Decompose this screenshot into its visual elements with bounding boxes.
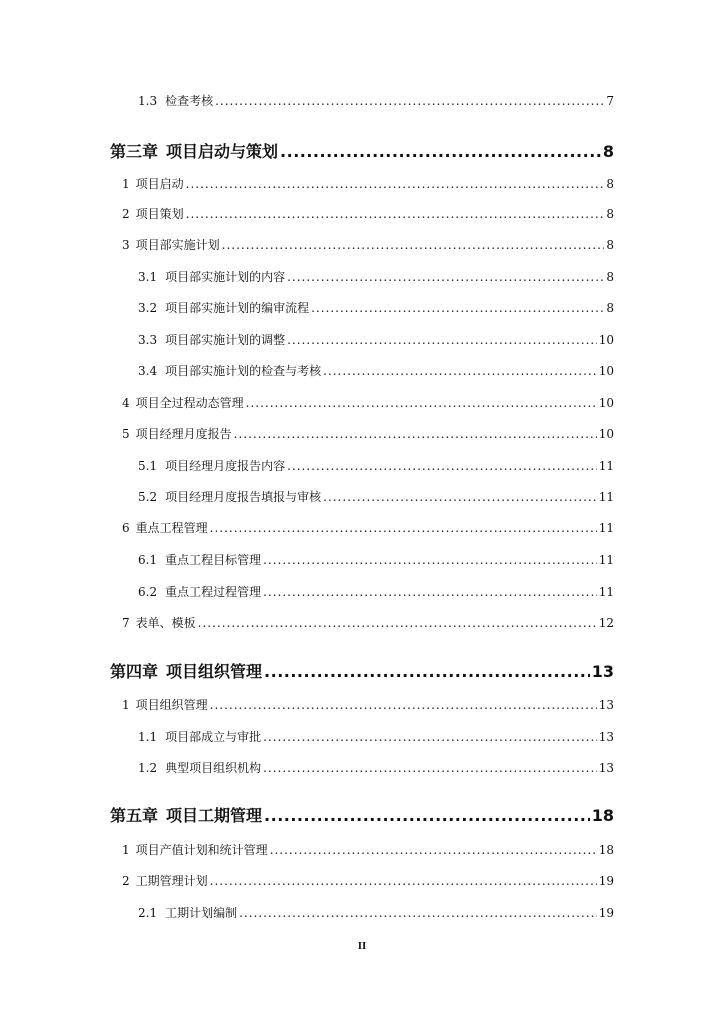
toc-entry[interactable] bbox=[122, 425, 614, 442]
toc-entry-page: 11 bbox=[598, 521, 614, 535]
toc-chapter-number: 第三章 bbox=[110, 142, 159, 161]
toc-entry-page: 10 bbox=[598, 333, 614, 347]
toc-entry[interactable] bbox=[122, 394, 614, 411]
toc-entry-title: 重点工程目标管理 bbox=[165, 553, 262, 567]
toc-entry-label bbox=[138, 92, 213, 109]
toc-entry-page: 11 bbox=[598, 490, 614, 504]
toc-entry-page: 10 bbox=[598, 427, 614, 441]
toc-entry-label bbox=[138, 331, 285, 348]
toc-entry-number: 5 bbox=[122, 427, 130, 441]
toc-entry-title: 项目经理月度报告内容 bbox=[165, 459, 286, 473]
toc-entry[interactable] bbox=[122, 236, 614, 253]
toc-entry-number: 1.1 bbox=[138, 730, 158, 744]
toc-entry-title: 项目部实施计划的内容 bbox=[165, 270, 286, 284]
dot-leader bbox=[263, 730, 597, 744]
toc-entry-label bbox=[138, 728, 261, 745]
toc-entry-number: 5.2 bbox=[138, 490, 158, 504]
toc-entry-page: 18 bbox=[598, 843, 614, 857]
toc-chapter-title: 项目组织管理 bbox=[166, 662, 263, 681]
dot-leader bbox=[323, 490, 597, 504]
toc-entry-label bbox=[122, 175, 184, 192]
toc-entry-page: 8 bbox=[606, 270, 614, 284]
toc-entry-number: 1.2 bbox=[138, 761, 158, 775]
dot-leader bbox=[210, 698, 597, 712]
dot-leader bbox=[239, 906, 597, 920]
dot-leader bbox=[287, 333, 597, 347]
toc-entry[interactable] bbox=[122, 614, 614, 631]
toc-chapter-number: 第四章 bbox=[110, 662, 159, 681]
toc-entry-number: 2 bbox=[122, 207, 130, 221]
toc-entry-page: 19 bbox=[598, 906, 614, 920]
toc-entry-page: 8 bbox=[606, 301, 614, 315]
toc-entry[interactable] bbox=[138, 904, 614, 921]
page-number: II bbox=[357, 940, 367, 952]
toc-entry-label bbox=[138, 904, 237, 921]
toc-entry[interactable] bbox=[138, 551, 614, 568]
dot-leader bbox=[287, 270, 604, 284]
dot-leader bbox=[198, 616, 597, 630]
toc-entry-page: 13 bbox=[591, 662, 614, 681]
dot-leader bbox=[264, 806, 590, 825]
toc-entry-label bbox=[138, 299, 309, 316]
toc-entry-title: 项目策划 bbox=[135, 207, 184, 221]
toc-chapter-title: 项目启动与策划 bbox=[166, 142, 279, 161]
toc-entry[interactable] bbox=[122, 205, 614, 222]
toc-entry-title: 项目全过程动态管理 bbox=[135, 396, 244, 410]
toc-entry[interactable] bbox=[138, 728, 614, 745]
toc-entry-page: 8 bbox=[606, 177, 614, 191]
toc-entry-page: 19 bbox=[598, 874, 614, 888]
toc-entry-title: 表单、模板 bbox=[135, 616, 196, 630]
dot-leader bbox=[186, 207, 605, 221]
toc-entry-number: 7 bbox=[122, 616, 130, 630]
toc-entry-page: 13 bbox=[598, 698, 614, 712]
toc-entry[interactable] bbox=[138, 92, 614, 109]
toc-entry-title: 项目部实施计划的调整 bbox=[165, 333, 286, 347]
dot-leader bbox=[311, 301, 604, 315]
toc-entry[interactable] bbox=[138, 759, 614, 776]
toc-entry[interactable] bbox=[138, 457, 614, 474]
toc-entry-page: 11 bbox=[598, 459, 614, 473]
toc-entry-title: 检查考核 bbox=[165, 94, 214, 108]
dot-leader bbox=[270, 843, 597, 857]
toc-entry-number: 3.4 bbox=[138, 364, 158, 378]
toc-entry-title: 项目启动 bbox=[135, 177, 184, 191]
toc-entry-page: 8 bbox=[606, 207, 614, 221]
toc-entry-number: 3.2 bbox=[138, 301, 158, 315]
toc-entry-label bbox=[138, 583, 261, 600]
dot-leader bbox=[263, 585, 597, 599]
toc-entry-label bbox=[138, 457, 285, 474]
toc-entry-title: 项目经理月度报告 bbox=[135, 427, 232, 441]
toc-entry-number: 3.1 bbox=[138, 270, 158, 284]
toc-entry-title: 项目部实施计划 bbox=[135, 238, 220, 252]
toc-entry-title: 项目经理月度报告填报与审核 bbox=[165, 490, 322, 504]
toc-entry-label bbox=[110, 803, 262, 826]
toc-entry-label bbox=[138, 362, 321, 379]
toc-entry-number: 1 bbox=[122, 843, 130, 857]
toc-entry-number: 1 bbox=[122, 698, 130, 712]
toc-entry-title: 工期管理计划 bbox=[135, 874, 208, 888]
toc-chapter[interactable] bbox=[110, 659, 614, 682]
toc-entry[interactable] bbox=[122, 696, 614, 713]
dot-leader bbox=[264, 662, 590, 681]
dot-leader bbox=[222, 238, 605, 252]
toc-entry-page: 11 bbox=[598, 585, 614, 599]
toc-entry-page: 8 bbox=[602, 142, 614, 161]
toc-entry-page: 10 bbox=[598, 396, 614, 410]
toc-entry-title: 项目部成立与审批 bbox=[165, 730, 262, 744]
toc-entry-page: 13 bbox=[598, 730, 614, 744]
toc-entry-number: 5.1 bbox=[138, 459, 158, 473]
toc-entry-label bbox=[122, 425, 232, 442]
dot-leader bbox=[280, 142, 601, 161]
toc-entry-title: 典型项目组织机构 bbox=[165, 761, 262, 775]
dot-leader bbox=[263, 761, 597, 775]
toc-entry-page: 8 bbox=[606, 238, 614, 252]
dot-leader bbox=[246, 396, 597, 410]
toc-entry-label bbox=[138, 551, 261, 568]
toc-entry-title: 重点工程过程管理 bbox=[165, 585, 262, 599]
toc-entry[interactable] bbox=[138, 331, 614, 348]
toc-entry-label bbox=[110, 659, 262, 682]
toc-entry[interactable] bbox=[122, 519, 614, 536]
toc-entry-number: 3 bbox=[122, 238, 130, 252]
toc-entry-label bbox=[138, 488, 321, 505]
toc-entry-label bbox=[122, 519, 208, 536]
toc-entry[interactable] bbox=[138, 268, 614, 285]
toc-entry[interactable] bbox=[138, 299, 614, 316]
dot-leader bbox=[323, 364, 597, 378]
dot-leader bbox=[215, 94, 604, 108]
toc-entry-number: 2.1 bbox=[138, 906, 158, 920]
toc-entry-page: 10 bbox=[598, 364, 614, 378]
toc-entry-number: 3.3 bbox=[138, 333, 158, 347]
toc-entry-number: 6.2 bbox=[138, 585, 158, 599]
toc-entry[interactable] bbox=[138, 488, 614, 505]
toc-entry-number: 1 bbox=[122, 177, 130, 191]
toc-entry-number: 4 bbox=[122, 396, 130, 410]
toc-entry-title: 项目产值计划和统计管理 bbox=[135, 843, 268, 857]
toc-entry-title: 工期计划编制 bbox=[165, 906, 238, 920]
toc-entry[interactable] bbox=[138, 583, 614, 600]
dot-leader bbox=[287, 459, 597, 473]
toc-entry-number: 6.1 bbox=[138, 553, 158, 567]
toc-chapter-number: 第五章 bbox=[110, 806, 159, 825]
toc-entry-page: 12 bbox=[598, 616, 614, 630]
dot-leader bbox=[210, 874, 597, 888]
toc-entry[interactable] bbox=[122, 175, 614, 192]
toc-entry-label bbox=[122, 236, 220, 253]
toc-entry-label bbox=[122, 205, 184, 222]
toc-entry-number: 6 bbox=[122, 521, 130, 535]
toc-entry-label bbox=[122, 841, 268, 858]
toc-entry-title: 重点工程管理 bbox=[135, 521, 208, 535]
toc-entry-label bbox=[110, 139, 278, 162]
toc-entry-page: 11 bbox=[598, 553, 614, 567]
toc-entry-title: 项目组织管理 bbox=[135, 698, 208, 712]
dot-leader bbox=[210, 521, 597, 535]
dot-leader bbox=[186, 177, 605, 191]
toc-entry-page: 7 bbox=[606, 94, 614, 108]
toc-entry-label bbox=[122, 872, 208, 889]
toc-entry-label bbox=[138, 268, 285, 285]
toc-entry-page: 18 bbox=[591, 806, 614, 825]
toc-entry-title: 项目部实施计划的编审流程 bbox=[165, 301, 310, 315]
toc-entry-title: 项目部实施计划的检查与考核 bbox=[165, 364, 322, 378]
toc-chapter[interactable] bbox=[110, 139, 614, 162]
toc-chapter[interactable] bbox=[110, 803, 614, 826]
toc-entry-label bbox=[138, 759, 261, 776]
toc-entry-number: 2 bbox=[122, 874, 130, 888]
toc-entry[interactable] bbox=[122, 872, 614, 889]
toc-entry-label bbox=[122, 394, 244, 411]
toc-entry-number: 1.3 bbox=[138, 94, 158, 108]
toc-entry-label bbox=[122, 696, 208, 713]
toc-entry-page: 13 bbox=[598, 761, 614, 775]
dot-leader bbox=[234, 427, 597, 441]
dot-leader bbox=[263, 553, 597, 567]
toc-entry[interactable] bbox=[138, 362, 614, 379]
toc-entry-label bbox=[122, 614, 196, 631]
toc-entry[interactable] bbox=[122, 841, 614, 858]
toc-chapter-title: 项目工期管理 bbox=[166, 806, 263, 825]
